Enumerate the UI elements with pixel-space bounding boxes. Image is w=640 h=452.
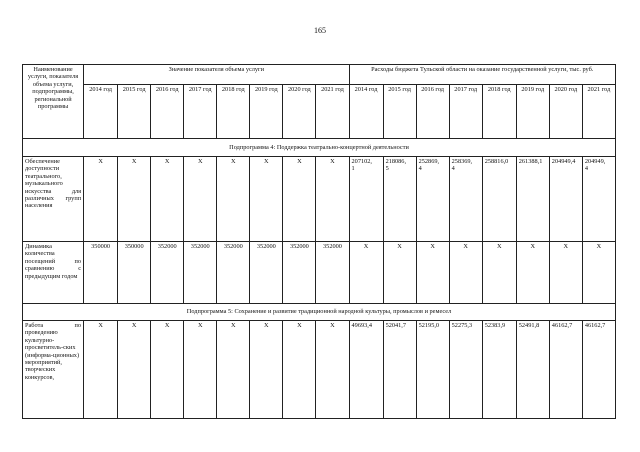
service-name: Динамика количества посещений по сравнению с предыдущим годом: [23, 242, 84, 304]
year-header: 2019 год: [250, 85, 283, 139]
services-table: [22, 64, 616, 419]
budget-cell: 52383,9: [482, 321, 516, 419]
volume-cell: X: [84, 321, 118, 419]
volume-cell: 350000: [118, 242, 151, 304]
budget-cell: X: [482, 242, 516, 304]
budget-cell: 258369, 4: [449, 157, 482, 242]
subprogram-title: Подпрограмма 4: Поддержка театрально-концертной деятельности: [23, 139, 616, 157]
budget-cell: 204949,4: [549, 157, 582, 242]
volume-cell: X: [118, 157, 151, 242]
year-header: 2019 год: [516, 85, 549, 139]
volume-cell: X: [217, 321, 250, 419]
table-row: [23, 157, 616, 242]
volume-cell: X: [217, 157, 250, 242]
service-name: Обеспечение доступности театрального, музыкального искусства для различных групп населения: [23, 157, 84, 242]
budget-cell: 52041,7: [383, 321, 416, 419]
subprogram-title: Подпрограмма 5: Сохранение и развитие традиционной народной культуры, промыслов и ремесел: [23, 304, 616, 321]
volume-cell: X: [283, 157, 316, 242]
volume-cell: 352000: [217, 242, 250, 304]
year-header-row: [23, 85, 616, 139]
volume-cell: 352000: [151, 242, 184, 304]
volume-cell: 352000: [250, 242, 283, 304]
volume-cell: X: [151, 321, 184, 419]
year-header: 2017 год: [184, 85, 217, 139]
budget-cell: X: [582, 242, 615, 304]
budget-cell: X: [449, 242, 482, 304]
budget-cell: X: [516, 242, 549, 304]
volume-cell: 350000: [84, 242, 118, 304]
year-header: 2021 год: [316, 85, 349, 139]
table-row: [23, 242, 616, 304]
volume-cell: 352000: [316, 242, 349, 304]
budget-cell: 49693,4: [349, 321, 383, 419]
budget-cell: X: [383, 242, 416, 304]
budget-cell: 46162,7: [582, 321, 615, 419]
year-header: 2014 год: [84, 85, 118, 139]
service-name: Работа по проведению культурно-просветитель-ских (информа-ционных) мероприятий, творческих конкурсов,: [23, 321, 84, 419]
budget-cell: 261388,1: [516, 157, 549, 242]
year-header: 2021 год: [582, 85, 615, 139]
volume-cell: X: [184, 321, 217, 419]
budget-cell: 52491,8: [516, 321, 549, 419]
page-number: 165: [314, 26, 326, 35]
year-header: 2017 год: [449, 85, 482, 139]
year-header: 2016 год: [151, 85, 184, 139]
year-header: 2015 год: [118, 85, 151, 139]
volume-cell: X: [84, 157, 118, 242]
budget-cell: X: [549, 242, 582, 304]
volume-cell: 352000: [184, 242, 217, 304]
year-header: 2018 год: [482, 85, 516, 139]
year-header: 2020 год: [283, 85, 316, 139]
budget-cell: X: [416, 242, 449, 304]
budget-cell: 252869, 4: [416, 157, 449, 242]
volume-cell: X: [316, 157, 349, 242]
volume-cell: X: [118, 321, 151, 419]
budget-cell: 46162,7: [549, 321, 582, 419]
budget-cell: 258816,0: [482, 157, 516, 242]
volume-cell: X: [250, 157, 283, 242]
header-budget-group: Расходы бюджета Тульской области на оказание государственной услуги, тыс. руб.: [349, 65, 615, 85]
year-header: 2016 год: [416, 85, 449, 139]
year-header: 2015 год: [383, 85, 416, 139]
year-header: 2014 год: [349, 85, 383, 139]
budget-cell: 207102, 1: [349, 157, 383, 242]
volume-cell: 352000: [283, 242, 316, 304]
volume-cell: X: [250, 321, 283, 419]
budget-cell: 52195,0: [416, 321, 449, 419]
budget-cell: X: [349, 242, 383, 304]
volume-cell: X: [316, 321, 349, 419]
budget-cell: 52275,3: [449, 321, 482, 419]
year-header: 2018 год: [217, 85, 250, 139]
budget-cell: 218086, 5: [383, 157, 416, 242]
volume-cell: X: [151, 157, 184, 242]
header-name-column: Наименование услуги, показателя объема услуги, подпрограммы, региональной программы: [23, 65, 84, 139]
budget-cell: 204949, 4: [582, 157, 615, 242]
year-header: 2020 год: [549, 85, 582, 139]
table-row: [23, 321, 616, 419]
header-volume-group: Значение показателя объема услуги: [84, 65, 349, 85]
volume-cell: X: [184, 157, 217, 242]
volume-cell: X: [283, 321, 316, 419]
